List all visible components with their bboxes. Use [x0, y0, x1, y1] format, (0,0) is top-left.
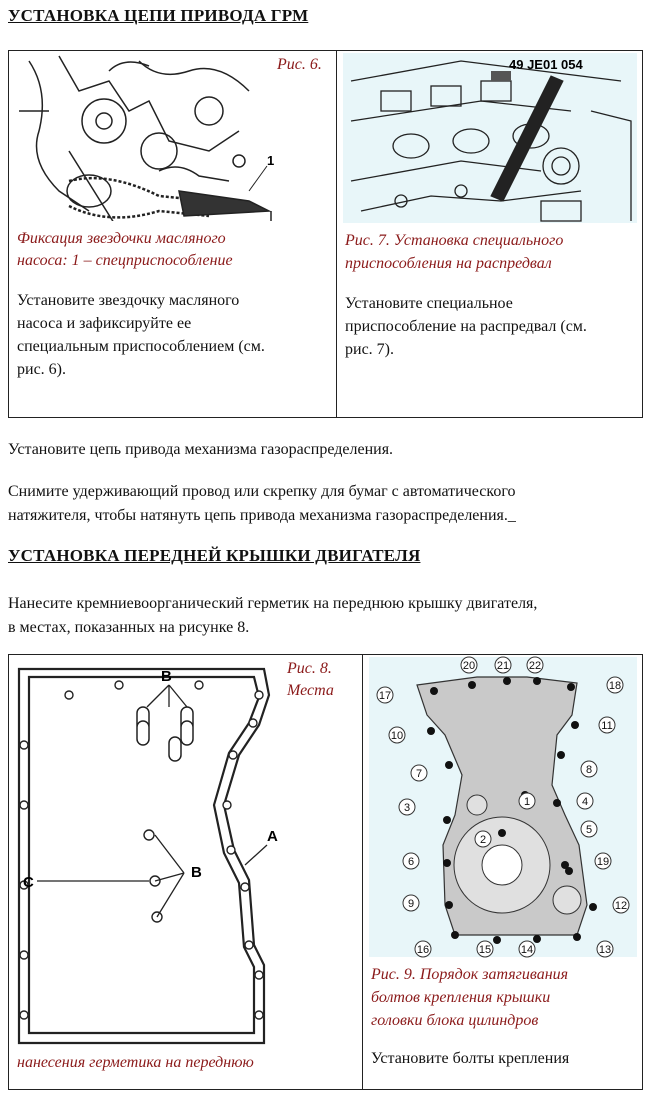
section-title-timing-chain: УСТАНОВКА ЦЕПИ ПРИВОДА ГРМ [8, 6, 309, 25]
fig9-callout-number: 15 [478, 944, 492, 956]
fig9-callout-number: 21 [496, 660, 510, 672]
fig9-callout-number: 17 [378, 690, 392, 702]
fig9-callout-number: 7 [415, 768, 423, 780]
paragraph-sealant-line1: Нанесите кремниевоорганический герметик на переднюю крышку двигателя, [8, 595, 538, 612]
fig7-illustration [341, 51, 641, 226]
fig9-caption-line2: болтов крепления крышки [371, 989, 551, 1006]
fig8-caption-bottom: нанесения герметика на переднюю [17, 1054, 254, 1071]
fig6-caption-line1: Фиксация звездочки масляного [17, 230, 226, 247]
fig8-letter-c: C [23, 874, 34, 891]
fig9-callout-number: 5 [585, 824, 593, 836]
fig7-text-line2: приспособление на распредвал (см. [345, 318, 587, 335]
table-cell-fig6 [8, 50, 338, 418]
fig9-callout-number: 19 [596, 856, 610, 868]
paragraph-install-chain: Установите цепь привода механизма газораспределения. [8, 441, 394, 458]
fig7-text-line1: Установите специальное [345, 295, 513, 312]
fig9-caption-line3: головки блока цилиндров [371, 1012, 539, 1029]
fig9-callout-number: 9 [407, 898, 415, 910]
fig9-callout-number: 20 [462, 660, 476, 672]
paragraph-sealant-line2: в местах, показанных на рисунке 8. [8, 619, 250, 636]
fig9-callout-number: 8 [585, 764, 593, 776]
fig9-callout-number: 6 [407, 856, 415, 868]
fig6-label: Рис. 6. [277, 56, 322, 73]
fig9-callout-number: 4 [581, 796, 589, 808]
paragraph-remove-wire-line1: Снимите удерживающий провод или скрепку для бумаг с автоматического [8, 483, 516, 500]
fig9-callout-number: 16 [416, 944, 430, 956]
fig8-label-line1: Рис. 8. [287, 660, 332, 677]
fig6-caption-line2: насоса: 1 – спецприспособление [17, 252, 233, 269]
fig9-illustration [367, 655, 642, 960]
table-cell-fig7 [336, 50, 643, 418]
fig9-callout-number: 11 [601, 720, 613, 732]
fig8-illustration [9, 655, 359, 1055]
fig6-callout-number: 1 [267, 153, 275, 168]
fig6-text-line3: специальным приспособлением (см. [17, 338, 265, 355]
fig9-callout-number: 13 [598, 944, 612, 956]
fig9-caption-line1: Рис. 9. Порядок затягивания [371, 966, 569, 983]
fig8-letter-b-top: B [161, 668, 172, 685]
paragraph-remove-wire-line2: натяжителя, чтобы натянуть цепь привода механизма газораспределения._ [8, 507, 516, 524]
fig9-callout-number: 14 [520, 944, 534, 956]
fig8-letter-a: A [267, 828, 278, 845]
fig8-letter-b-mid: B [191, 864, 202, 881]
fig9-callout-number: 22 [528, 660, 542, 672]
fig6-text-line1: Установите звездочку масляного [17, 292, 240, 309]
fig9-callout-number: 10 [390, 730, 404, 742]
section-title-front-cover: УСТАНОВКА ПЕРЕДНЕЙ КРЫШКИ ДВИГАТЕЛЯ [8, 546, 421, 565]
fig7-part-number: 49 JE01 054 [509, 57, 583, 72]
table-cell-fig9 [362, 654, 643, 1090]
fig9-callout-number: 12 [614, 900, 628, 912]
fig9-callout-number: 18 [608, 680, 622, 692]
fig6-text-line2: насоса и зафиксируйте ее [17, 315, 192, 332]
fig9-callout-number: 2 [479, 834, 487, 846]
fig9-callout-number: 3 [403, 802, 411, 814]
fig7-caption-line1: Рис. 7. Установка специального [345, 232, 564, 249]
fig9-callout-number: 1 [523, 796, 531, 808]
table-cell-fig8 [8, 654, 364, 1090]
fig7-caption-line2: приспособления на распредвал [345, 255, 552, 272]
fig7-text-line3: рис. 7). [345, 341, 394, 358]
fig8-label-line2: Места [287, 682, 334, 699]
fig6-text-line4: рис. 6). [17, 361, 66, 378]
fig9-text-line1: Установите болты крепления [371, 1050, 570, 1067]
